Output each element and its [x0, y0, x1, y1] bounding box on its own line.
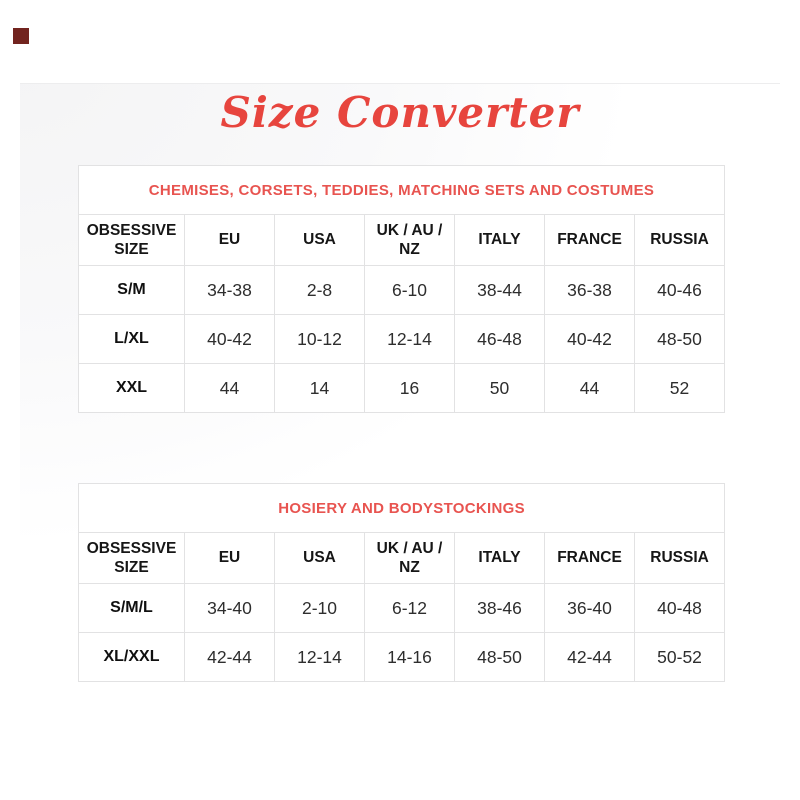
size-row-label: XXL	[79, 364, 185, 413]
size-row-label: S/M	[79, 266, 185, 315]
table-title: CHEMISES, CORSETS, TEDDIES, MATCHING SETS AND COSTUMES	[79, 166, 725, 215]
page-title: Size Converter	[220, 88, 580, 137]
size-cell: 16	[365, 364, 455, 413]
column-header: RUSSIA	[635, 533, 725, 584]
size-cell: 10-12	[275, 315, 365, 364]
size-cell: 42-44	[185, 633, 275, 682]
size-cell: 6-10	[365, 266, 455, 315]
table-row	[79, 315, 725, 364]
column-header: RUSSIA	[635, 215, 725, 266]
size-cell: 40-48	[635, 584, 725, 633]
table-body	[79, 266, 725, 413]
size-cell: 38-46	[455, 584, 545, 633]
column-header: OBSESSIVE SIZE	[79, 215, 185, 266]
column-header: FRANCE	[545, 533, 635, 584]
table-title: HOSIERY AND BODYSTOCKINGS	[79, 484, 725, 533]
column-header: USA	[275, 215, 365, 266]
table-title-row	[79, 166, 725, 215]
size-cell: 14	[275, 364, 365, 413]
table-header-row	[79, 533, 725, 584]
size-row-label: XL/XXL	[79, 633, 185, 682]
size-table-hosiery	[78, 483, 725, 682]
size-cell: 42-44	[545, 633, 635, 682]
column-header: FRANCE	[545, 215, 635, 266]
table-header-row	[79, 215, 725, 266]
size-cell: 36-38	[545, 266, 635, 315]
size-row-label: S/M/L	[79, 584, 185, 633]
size-cell: 34-40	[185, 584, 275, 633]
column-header: OBSESSIVE SIZE	[79, 533, 185, 584]
size-cell: 38-44	[455, 266, 545, 315]
size-cell: 44	[185, 364, 275, 413]
size-table-chemises	[78, 165, 725, 413]
size-cell: 40-42	[185, 315, 275, 364]
size-cell: 12-14	[275, 633, 365, 682]
size-cell: 50-52	[635, 633, 725, 682]
size-cell: 48-50	[635, 315, 725, 364]
size-cell: 48-50	[455, 633, 545, 682]
size-cell: 12-14	[365, 315, 455, 364]
column-header: EU	[185, 533, 275, 584]
table-row	[79, 364, 725, 413]
column-header: ITALY	[455, 215, 545, 266]
size-cell: 36-40	[545, 584, 635, 633]
size-cell: 40-46	[635, 266, 725, 315]
size-cell: 40-42	[545, 315, 635, 364]
column-header: UK / AU / NZ	[365, 533, 455, 584]
size-cell: 14-16	[365, 633, 455, 682]
column-header: USA	[275, 533, 365, 584]
size-cell: 50	[455, 364, 545, 413]
table-row	[79, 633, 725, 682]
size-cell: 34-38	[185, 266, 275, 315]
table-row	[79, 266, 725, 315]
table-body	[79, 584, 725, 682]
size-cell: 6-12	[365, 584, 455, 633]
size-cell: 2-8	[275, 266, 365, 315]
size-cell: 2-10	[275, 584, 365, 633]
size-cell: 52	[635, 364, 725, 413]
table-row	[79, 584, 725, 633]
size-cell: 46-48	[455, 315, 545, 364]
column-header: EU	[185, 215, 275, 266]
size-row-label: L/XL	[79, 315, 185, 364]
column-header: UK / AU / NZ	[365, 215, 455, 266]
corner-mark	[13, 28, 29, 44]
table-title-row	[79, 484, 725, 533]
column-header: ITALY	[455, 533, 545, 584]
size-cell: 44	[545, 364, 635, 413]
